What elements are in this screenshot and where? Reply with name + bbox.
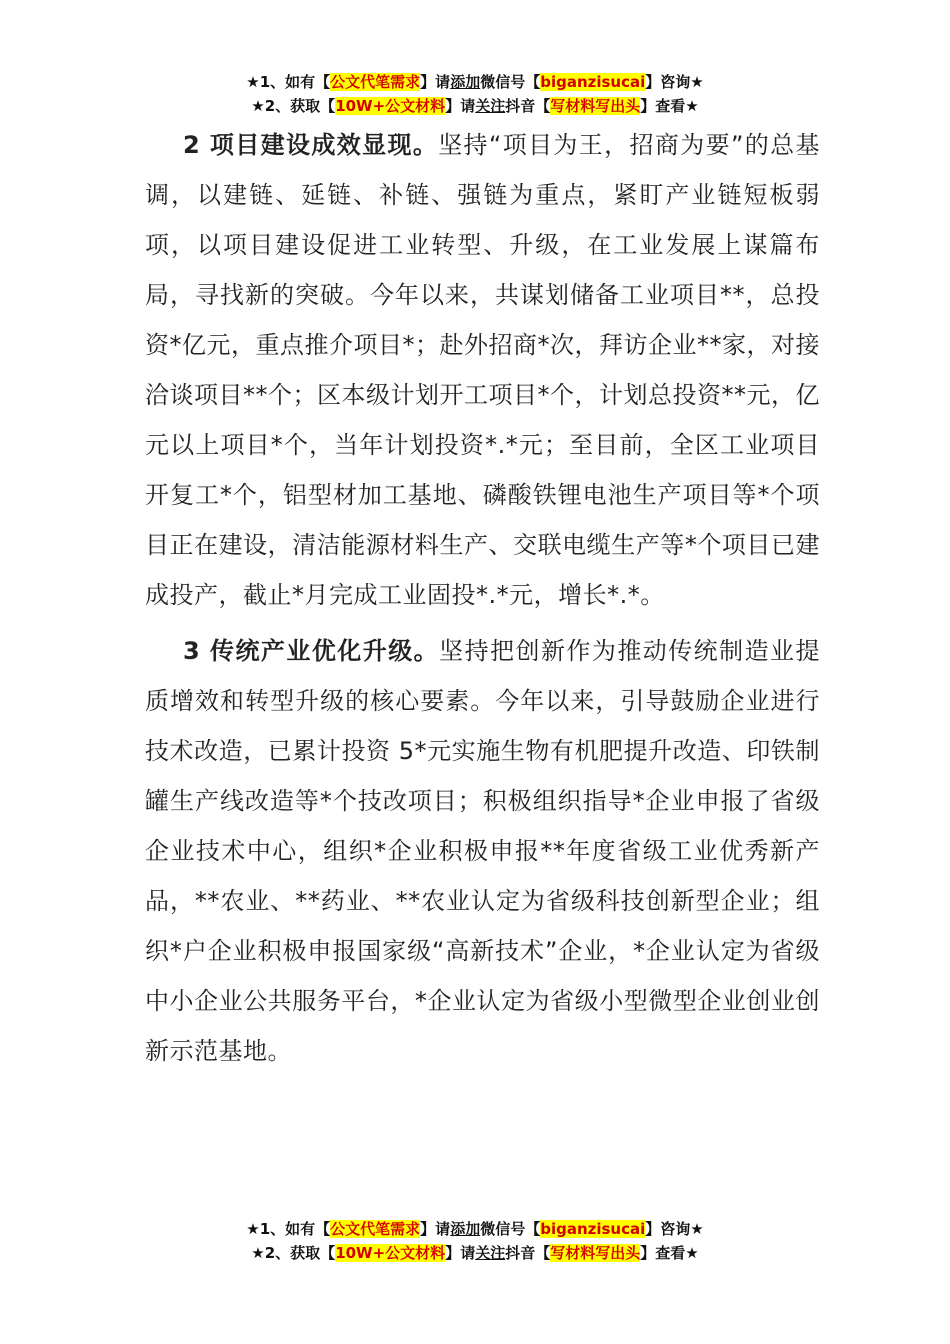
banner-text: 】咨询★ bbox=[645, 1220, 704, 1238]
highlight-service: 公文代笔需求 bbox=[330, 1220, 421, 1238]
banner-text: 1、如有【 bbox=[259, 1220, 331, 1238]
highlight-service: 公文代笔需求 bbox=[330, 73, 421, 91]
banner-text: 微信号【 bbox=[480, 1220, 541, 1238]
highlight-wechat-id: biganzisucai bbox=[540, 73, 646, 91]
document-body bbox=[145, 120, 820, 1082]
banner-text: 】请 bbox=[420, 73, 451, 91]
banner-text: 抖音【 bbox=[505, 97, 551, 115]
star-icon: ★ bbox=[251, 1244, 265, 1262]
banner-text: 】咨询★ bbox=[645, 73, 704, 91]
star-icon: ★ bbox=[251, 97, 265, 115]
banner-text: 】请 bbox=[420, 1220, 451, 1238]
banner-line-2 bbox=[0, 1241, 950, 1265]
banner-line-1 bbox=[0, 1217, 950, 1241]
paragraph-text: 坚持“项目为王，招商为要”的总基调，以建链、延链、补链、强链为重点，紧盯产业链短板弱项，以项目建设促进工业转型、升级，在工业发展上谋篇布局，寻找新的突破。今年以来，共谋划储备工业项目**，总投资*亿元，重点推介项目*；赴外招商*次，拜访企业**家，对接洽谈项目**个；区本级计划开工项目*个，计划总投资**元，亿元以上项目*个，当年计划投资*.*元；至目前，全区工业项目开复工*个，铝型材加工基地、磷酸铁锂电池生产项目等*个项目正在建设，清洁能源材料生产、交联电缆生产等*个项目已建成投产，截止*月完成工业固投*.*元，增长*.*。 bbox=[145, 131, 820, 609]
banner-text: 1、如有【 bbox=[259, 73, 331, 91]
star-icon: ★ bbox=[246, 1220, 260, 1238]
banner-text: 2、获取【 bbox=[264, 97, 336, 115]
banner-text: 抖音【 bbox=[505, 1244, 551, 1262]
banner-text: 】查看★ bbox=[640, 97, 699, 115]
banner-emphasis: 添加 bbox=[450, 73, 481, 91]
paragraph-heading: 3 传统产业优化升级。 bbox=[183, 637, 440, 665]
footer-banner bbox=[0, 1217, 950, 1265]
paragraph-text: 坚持把创新作为推动传统制造业提质增效和转型升级的核心要素。今年以来，引导鼓励企业进行技术改造，已累计投资 5*元实施生物有机肥提升改造、印铁制罐生产线改造等*个技改项目；积极组织指导*企业申报了省级企业技术中心，组织*企业积极申报**年度省级工业优秀新产品，**农业、**药业、**农业认定为省级科技创新型企业；组织*户企业积极申报国家级“高新技术”企业，*企业认定为省级中小企业公共服务平台，*企业认定为省级小型微型企业创业创新示范基地。 bbox=[145, 637, 821, 1065]
banner-text: 微信号【 bbox=[480, 73, 541, 91]
banner-emphasis: 关注 bbox=[475, 97, 506, 115]
star-icon: ★ bbox=[246, 73, 260, 91]
banner-emphasis: 添加 bbox=[450, 1220, 481, 1238]
header-banner bbox=[0, 70, 950, 118]
highlight-materials: 10W+公文材料 bbox=[335, 97, 446, 115]
highlight-douyin-account: 写材料写出头 bbox=[550, 97, 641, 115]
paragraph-industry-upgrade bbox=[145, 626, 820, 1076]
highlight-douyin-account: 写材料写出头 bbox=[550, 1244, 641, 1262]
highlight-wechat-id: biganzisucai bbox=[540, 1220, 646, 1238]
banner-text: 】查看★ bbox=[640, 1244, 699, 1262]
banner-text: 】请 bbox=[445, 97, 476, 115]
banner-text: 2、获取【 bbox=[264, 1244, 336, 1262]
paragraph-heading: 2 项目建设成效显现。 bbox=[183, 131, 439, 159]
highlight-materials: 10W+公文材料 bbox=[335, 1244, 446, 1262]
banner-line-2 bbox=[0, 94, 950, 118]
banner-text: 】请 bbox=[445, 1244, 476, 1262]
banner-emphasis: 关注 bbox=[475, 1244, 506, 1262]
banner-line-1 bbox=[0, 70, 950, 94]
paragraph-project-construction bbox=[145, 120, 820, 620]
